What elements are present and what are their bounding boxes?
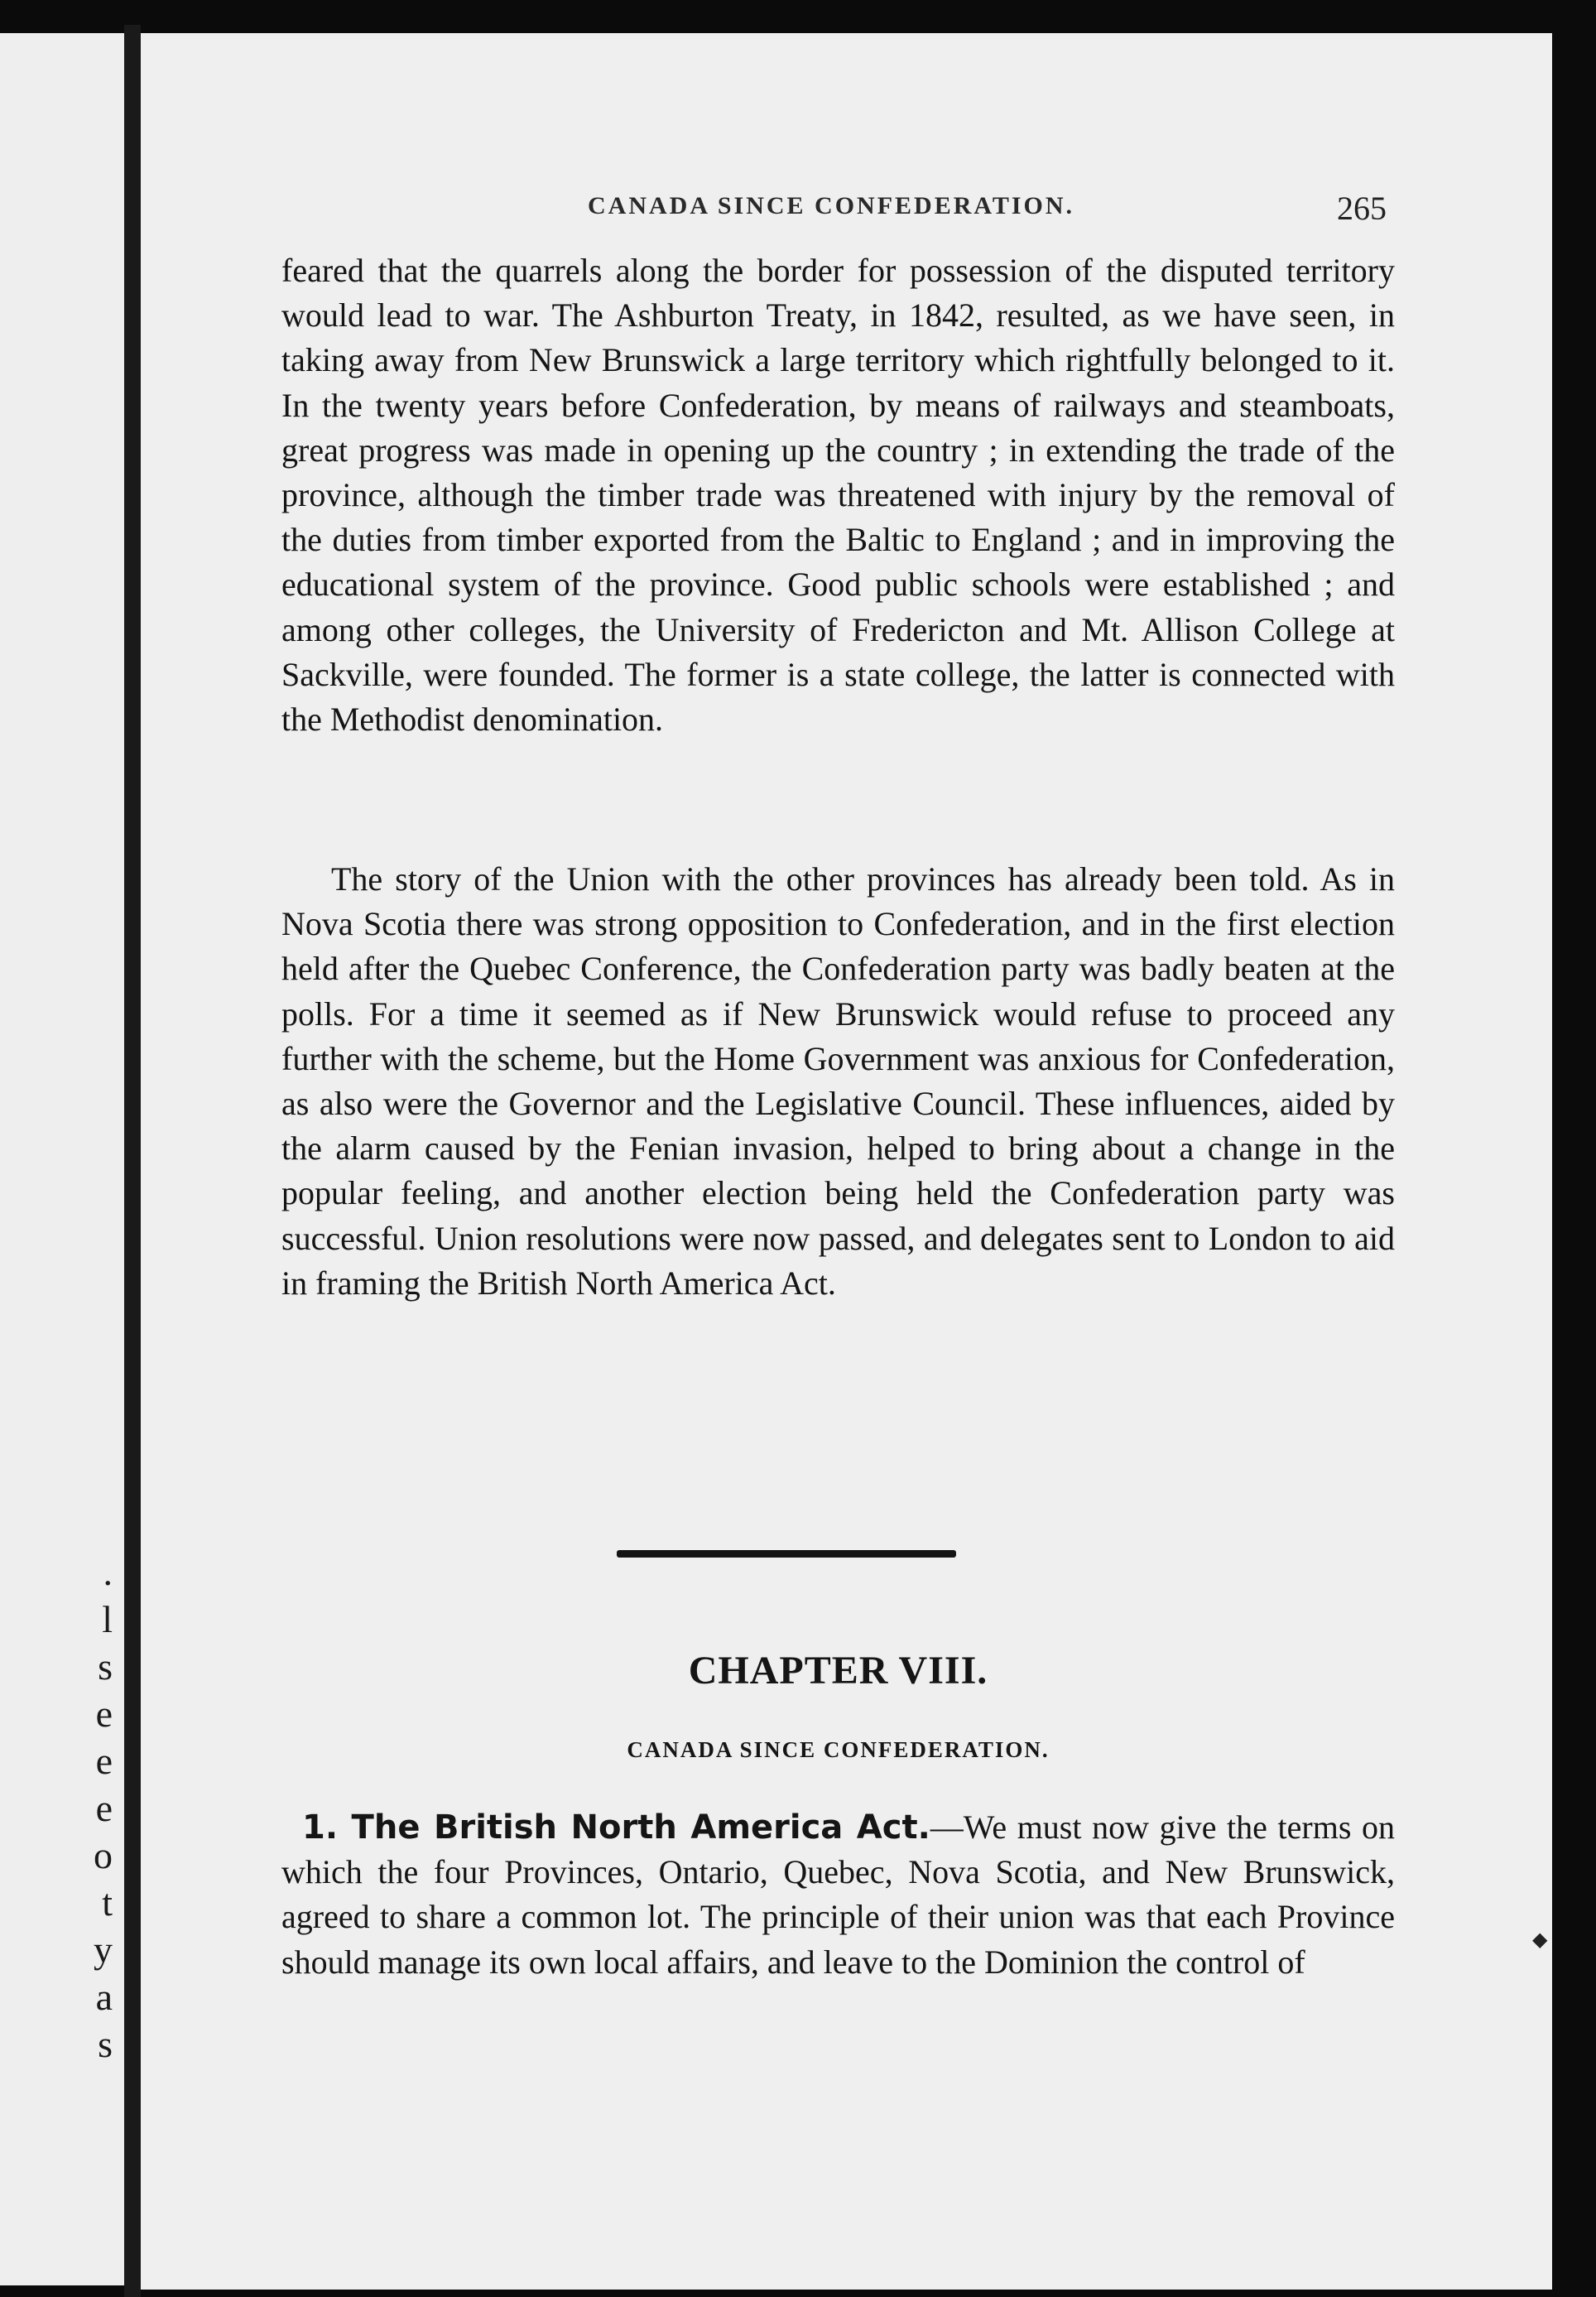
book-gutter <box>124 25 141 2297</box>
chapter-subtitle: CANADA SINCE CONFEDERATION. <box>627 1737 1050 1762</box>
page-number: 265 <box>1337 190 1387 227</box>
section-divider <box>617 1550 956 1558</box>
paragraph-2: The story of the Union with the other provinces has already been told. As in Nova Scotia there was strong opposition to Confederation, and in the first election held after the Quebec Conference, the Confederation party was badly beaten at the polls. For a time it seemed as if New Brunswick would refuse to proceed any further with the scheme, but the Home Government was anxious for Confederation, as also were the Governor and the Legislative Council. These influences, aided by the alarm caused by the Fenian invasion, helped to bring about a change in the popular feeling, and another election being held the Confederation party was successful. Union resolutions were now passed, and delegates sent to London to aid in framing the British North America Act. <box>281 860 1395 1302</box>
section-heading: 1. The British North America Act. <box>302 1808 930 1847</box>
running-head: CANADA SINCE CONFEDERATION. <box>588 192 1074 219</box>
left-margin-letters: . l s e e e o t y a s <box>94 1551 113 2065</box>
left-page-edge <box>0 33 124 2285</box>
edge-mark: ◆ <box>1532 1929 1548 1951</box>
paragraph-1: feared that the quarrels along the border for possession of the disputed territory would lead to war. The Ashburton Treaty, in 1842, resulted, as we have seen, in taking away from New Brunswick a large territory which rightfully belonged to it. In the twenty years before Confederation, by means of railways and steamboats, great progress was made in opening up the country ; in extending the trade of the province, although the timber trade was threatened with injury by the removal of the duties from timber exported from the Baltic to England ; and in improving the educational system of the province. Good public schools were established ; and among other colleges, the University of Fredericton and Mt. Allison College at Sackville, were founded. The former is a state college, the latter is connected with the Methodist denomination. <box>281 252 1395 739</box>
paragraph-3 <box>281 1805 1395 1985</box>
chapter-title: CHAPTER VIII. <box>688 1649 988 1693</box>
scan-border <box>1552 25 1596 2297</box>
paragraph-3-body: —We must now give the terms on which the four Provinces, Ontario, Quebec, Nova Scotia, and New Brunswick, agreed to share a common lot. The principle of their union was that each Province should manage its own local affairs, and leave to the Dominion the control of <box>281 1808 1395 1981</box>
